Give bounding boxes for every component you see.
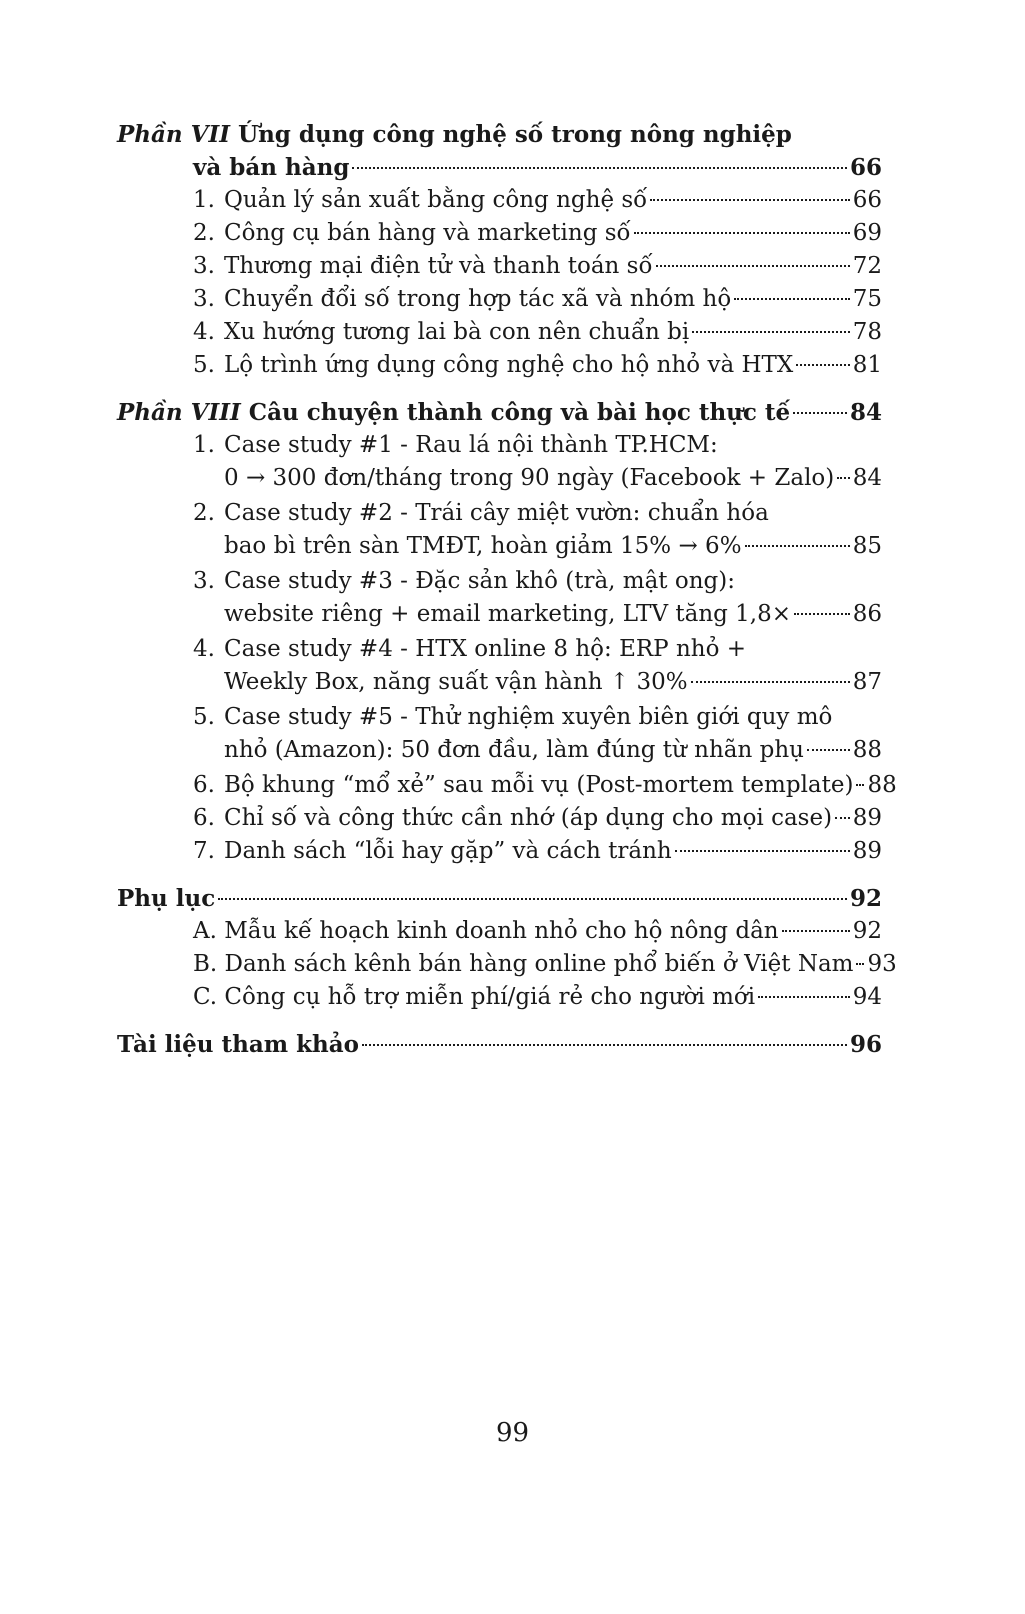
page-number: 84: [852, 465, 882, 491]
item-title-cont: website riêng + email marketing, LTV tăng 1,8×: [224, 601, 792, 627]
page-number: 96: [849, 1031, 882, 1058]
item-title-cont: bao bì trên sàn TMĐT, hoàn giảm 15% → 6%: [224, 533, 742, 559]
item-number: 3.: [193, 253, 215, 279]
page-number: 93: [867, 951, 897, 977]
toc-section-part-vii: [117, 118, 882, 382]
dot-leader: [745, 545, 850, 547]
toc-item[interactable]: [193, 429, 882, 495]
item-number: 7.: [193, 838, 215, 864]
item-number: 4.: [193, 636, 215, 662]
section-heading[interactable]: [117, 1028, 882, 1061]
page-number: 88: [867, 772, 897, 798]
toc-section-references: [117, 1028, 882, 1061]
toc-item[interactable]: [193, 316, 882, 349]
item-title: Bộ khung “mổ xẻ” sau mỗi vụ (Post-mortem template): [224, 772, 854, 798]
toc-item[interactable]: [193, 633, 882, 699]
part-label: Phần VII: [117, 121, 231, 148]
item-title: C. Công cụ hỗ trợ miễn phí/giá rẻ cho người mới: [193, 984, 756, 1010]
item-title: Lộ trình ứng dụng công nghệ cho hộ nhỏ và HTX: [224, 352, 794, 378]
toc-section-appendix: [117, 882, 897, 1014]
page-number: 88: [852, 737, 882, 763]
toc-item-list: [117, 184, 882, 382]
section-title: Câu chuyện thành công và bài học thực tế: [240, 399, 791, 426]
page-footer-number: 99: [495, 1418, 530, 1448]
toc-item[interactable]: [193, 217, 882, 250]
toc-entry[interactable]: [117, 151, 882, 184]
item-title: Case study #4 - HTX online 8 hộ: ERP nhỏ +: [224, 636, 747, 662]
toc-item[interactable]: [193, 184, 882, 217]
item-title: Xu hướng tương lai bà con nên chuẩn bị: [224, 319, 690, 345]
toc-item[interactable]: [193, 250, 882, 283]
toc-item-list: [117, 429, 897, 868]
section-title: Ứng dụng công nghệ số trong nông nghiệp: [230, 121, 792, 148]
page-number: 92: [852, 918, 882, 944]
item-title: Case study #1 - Rau lá nội thành TP.HCM:: [224, 432, 718, 458]
dot-leader: [691, 681, 850, 683]
item-number: 6.: [193, 772, 215, 798]
dot-leader: [656, 265, 850, 267]
dot-leader: [352, 167, 847, 169]
dot-leader: [218, 898, 847, 900]
item-title: B. Danh sách kênh bán hàng online phổ biến ở Việt Nam: [193, 951, 854, 977]
toc-item[interactable]: [193, 981, 882, 1014]
toc-item[interactable]: [193, 915, 882, 948]
part-label: Phần VIII: [117, 399, 241, 426]
section-title: Tài liệu tham khảo: [117, 1031, 360, 1058]
item-title: Chỉ số và công thức cần nhớ (áp dụng cho mọi case): [224, 805, 833, 831]
dot-leader: [835, 817, 850, 819]
item-number: 5.: [193, 352, 215, 378]
item-title: Danh sách “lỗi hay gặp” và cách tránh: [224, 838, 672, 864]
dot-leader: [362, 1044, 847, 1046]
section-heading: [117, 118, 882, 184]
toc-item[interactable]: [193, 948, 897, 981]
section-title-cont: và bán hàng: [193, 154, 350, 181]
page-number: 78: [852, 319, 882, 345]
item-title: A. Mẫu kế hoạch kinh doanh nhỏ cho hộ nông dân: [193, 918, 779, 944]
item-number: 4.: [193, 319, 215, 345]
dot-leader: [675, 850, 850, 852]
page-number: 66: [852, 187, 882, 213]
page-number: 84: [849, 399, 882, 426]
page-number: 94: [852, 984, 882, 1010]
dot-leader: [782, 930, 850, 932]
page-number: 69: [852, 220, 882, 246]
page-number: 89: [852, 838, 882, 864]
dot-leader: [796, 364, 849, 366]
item-number: 3.: [193, 568, 215, 594]
page-number: 75: [852, 286, 882, 312]
dot-leader: [837, 477, 849, 479]
item-number: 1.: [193, 432, 215, 458]
toc-item[interactable]: [193, 835, 882, 868]
item-number: 3.: [193, 286, 215, 312]
dot-leader: [634, 232, 850, 234]
dot-leader: [807, 749, 850, 751]
page-number: 89: [852, 805, 882, 831]
page-number: 86: [852, 601, 882, 627]
item-number: 5.: [193, 704, 215, 730]
item-number: 1.: [193, 187, 215, 213]
item-number: 6.: [193, 805, 215, 831]
page-number: 85: [852, 533, 882, 559]
dot-leader: [692, 331, 849, 333]
dot-leader: [856, 784, 864, 786]
page-number: 72: [852, 253, 882, 279]
page-number: 81: [852, 352, 882, 378]
toc-item[interactable]: [193, 802, 882, 835]
item-title: Case study #3 - Đặc sản khô (trà, mật ong):: [224, 568, 735, 594]
dot-leader: [794, 613, 850, 615]
item-number: 2.: [193, 500, 215, 526]
item-title: Thương mại điện tử và thanh toán số: [224, 253, 653, 279]
item-title-cont: Weekly Box, năng suất vận hành ↑ 30%: [224, 669, 688, 695]
dot-leader: [650, 199, 849, 201]
dot-leader: [856, 963, 864, 965]
item-title-cont: nhỏ (Amazon): 50 đơn đầu, làm đúng từ nhãn phụ: [224, 737, 804, 763]
section-heading[interactable]: [117, 396, 882, 429]
toc-item[interactable]: [193, 349, 882, 382]
toc-section-part-viii: [117, 396, 897, 868]
item-title: Case study #2 - Trái cây miệt vườn: chuẩn hóa: [224, 500, 769, 526]
item-title: Quản lý sản xuất bằng công nghệ số: [224, 187, 648, 213]
section-title: Phụ lục: [117, 885, 216, 912]
toc-item-list: [117, 915, 897, 1014]
toc-item[interactable]: [193, 769, 897, 802]
page-number: 92: [849, 885, 882, 912]
page-number: 87: [852, 669, 882, 695]
item-title: Case study #5 - Thử nghiệm xuyên biên giới quy mô: [224, 704, 833, 730]
dot-leader: [793, 412, 847, 414]
toc-item[interactable]: [193, 497, 882, 563]
section-heading[interactable]: [117, 882, 882, 915]
table-of-contents: [117, 118, 897, 1075]
item-title: Công cụ bán hàng và marketing số: [224, 220, 631, 246]
item-number: 2.: [193, 220, 215, 246]
toc-item[interactable]: [193, 701, 882, 767]
dot-leader: [734, 298, 850, 300]
page-number: 66: [849, 154, 882, 181]
item-title-cont: 0 → 300 đơn/tháng trong 90 ngày (Facebook + Zalo): [224, 465, 835, 491]
toc-item[interactable]: [193, 283, 882, 316]
dot-leader: [758, 996, 850, 998]
item-title: Chuyển đổi số trong hợp tác xã và nhóm hộ: [224, 286, 732, 312]
toc-item[interactable]: [193, 565, 882, 631]
